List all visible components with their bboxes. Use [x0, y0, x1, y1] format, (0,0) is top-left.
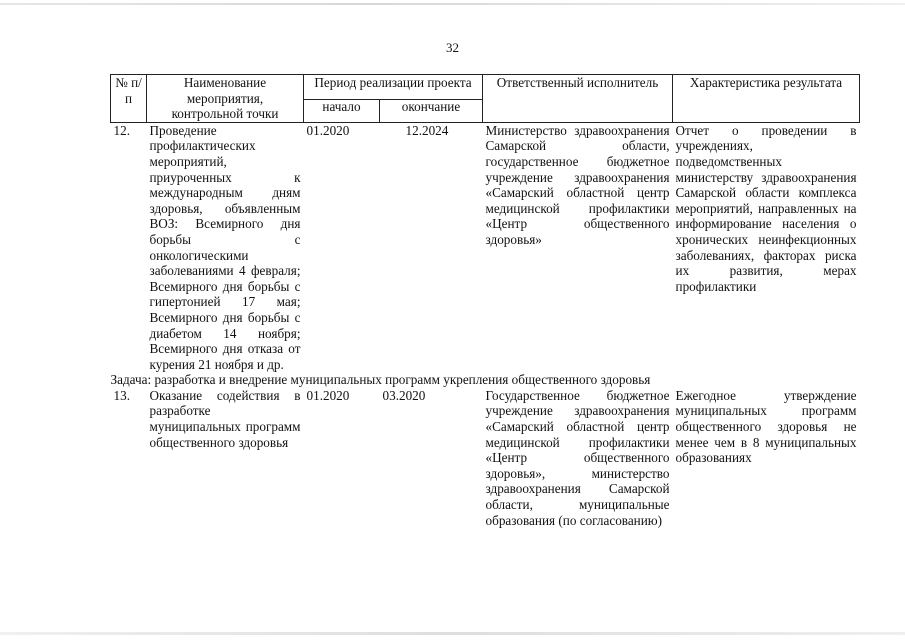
row-end: 03.2020: [382, 387, 426, 403]
row-result: Ежегодное утверждение муниципальных программ общественного здоровья не менее чем в 8 муниципальных образованиях: [675, 387, 857, 466]
row-number: 13.: [113, 387, 130, 403]
row-executor: Государственное бюджетное учреждение здравоохранения «Самарский областной центр медицинской профилактики «Центр общественного здоровья», министерство здравоохранения Самарской области, муниципальные образования (по согласованию): [485, 387, 670, 528]
row-end: 12.2024: [405, 122, 449, 138]
task-row: [111, 372, 860, 388]
row-result: Отчет о проведении в учреждениях, подведомственных министерству здравоохранения Самарской области комплекса мероприятий, направленных на информирование населения о хронических неинфекционных заболеваниях, факторах риска их развития, мерах профилактики: [675, 122, 857, 294]
table-row: [111, 388, 860, 528]
header-executor: Ответственный исполнитель: [483, 75, 673, 123]
measures-table: [110, 74, 860, 528]
row-name: Проведение профилактических мероприятий, приуроченных к международным дням здоровья, объявленным ВОЗ: Всемирного дня борьбы с онкологическими заболеваниями 4 февраля; Всемирного дня борьбы с гипертонией 17 мая; Всемирного дня борьбы с диабетом 14 ноября; Всемирного дня отказа от курения 21 ноября и др.: [149, 122, 301, 372]
row-start: 01.2020: [306, 122, 350, 138]
scan-edge-top: [0, 3, 905, 5]
table-header: [111, 75, 860, 123]
row-start: 01.2020: [306, 387, 350, 403]
row-executor: Министерство здравоохранения Самарской области, государственное бюджетное учреждение здравоохранения «Самарский областной центр медицинской профилактики «Центр общественного здоровья»: [485, 122, 670, 247]
scan-edge-bottom: [0, 632, 905, 635]
page-number: 32: [446, 40, 459, 55]
header-result: Характеристика результата: [673, 75, 860, 123]
row-number: 12.: [113, 122, 130, 138]
header-start: начало: [304, 100, 380, 123]
header-name: Наименование мероприятия, контрольной точки: [147, 75, 304, 123]
task-title: Задача: разработка и внедрение муниципальных программ укрепления общественного здоровья: [110, 372, 651, 388]
row-name: Оказание содействия в разработке муниципальных программ общественного здоровья: [149, 387, 301, 450]
table-row: [111, 122, 860, 372]
header-end: окончание: [380, 100, 483, 123]
header-period: Период реализации проекта: [304, 75, 483, 100]
header-number: № п/п: [111, 75, 147, 123]
